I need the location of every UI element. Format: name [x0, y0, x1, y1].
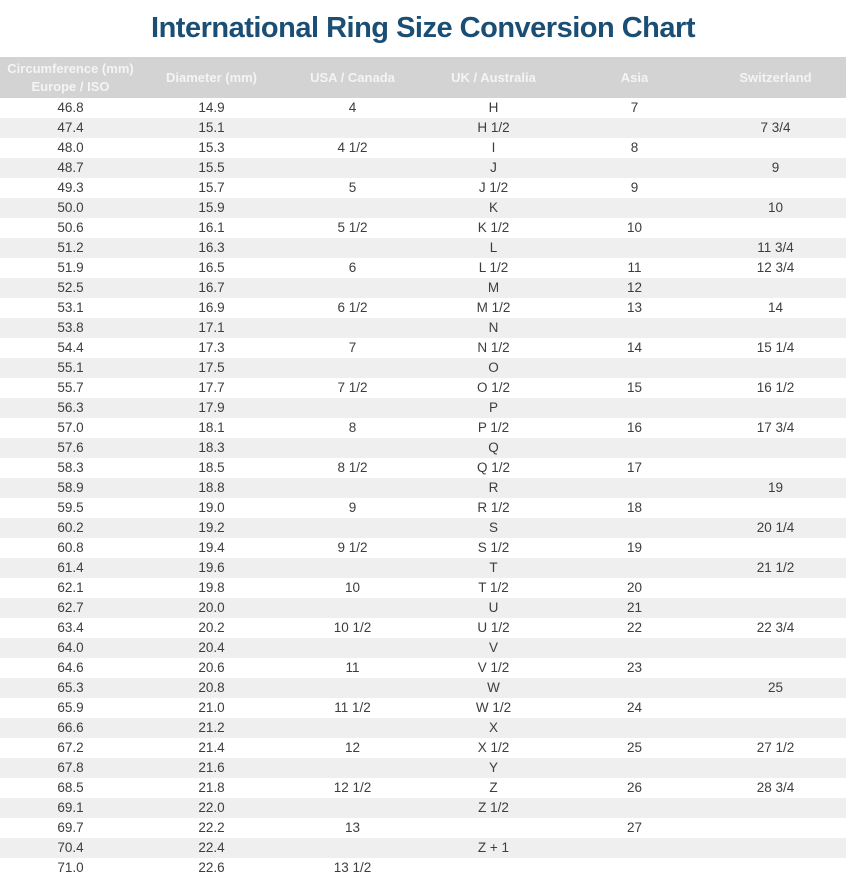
table-cell — [282, 518, 423, 538]
table-cell: 26 — [626, 780, 643, 795]
title-bar — [0, 0, 846, 57]
table-cell: 7 1/2 — [337, 380, 368, 395]
table-cell — [705, 398, 846, 418]
column-header-switzerland — [705, 57, 846, 98]
table-cell: 9 — [630, 180, 639, 195]
table-row — [0, 138, 846, 158]
table-cell — [564, 238, 705, 258]
table-row — [0, 638, 846, 658]
table-cell: 8 — [630, 140, 639, 155]
ring-size-conversion-table — [0, 57, 846, 878]
table-cell: 21.6 — [198, 760, 225, 775]
table-row — [0, 398, 846, 418]
column-header-label: UK / Australia — [451, 69, 536, 85]
table-cell: 17.7 — [198, 380, 225, 395]
table-cell: 16.9 — [198, 300, 225, 315]
table-row — [0, 438, 846, 458]
table-cell: N — [488, 320, 499, 335]
table-cell — [705, 538, 846, 558]
table-cell: 7 — [630, 100, 639, 115]
table-cell: 16 — [626, 420, 643, 435]
table-row — [0, 498, 846, 518]
table-cell: 11 — [627, 260, 642, 275]
table-cell: 62.1 — [57, 580, 84, 595]
table-cell: 51.9 — [57, 260, 84, 275]
table-cell: 17.5 — [198, 360, 225, 375]
table-cell: 52.5 — [57, 280, 84, 295]
table-cell: 20 1/4 — [756, 520, 795, 535]
table-cell: 9 — [348, 500, 357, 515]
table-cell: 16.5 — [198, 260, 225, 275]
table-row — [0, 538, 846, 558]
table-cell: 21.4 — [198, 740, 225, 755]
table-cell: 9 1/2 — [337, 540, 368, 555]
table-cell: 22 — [626, 620, 643, 635]
table-cell — [423, 818, 564, 838]
table-cell: 17.1 — [198, 320, 225, 335]
table-row — [0, 198, 846, 218]
table-cell: 58.9 — [57, 480, 84, 495]
table-cell: 20.2 — [198, 620, 225, 635]
table-cell: T 1/2 — [478, 580, 509, 595]
table-cell: 70.4 — [57, 840, 84, 855]
table-cell: 21.2 — [198, 720, 225, 735]
table-cell: L 1/2 — [478, 260, 509, 275]
table-cell — [705, 658, 846, 678]
table-cell: 15.9 — [198, 200, 225, 215]
table-cell: V 1/2 — [477, 660, 510, 675]
table-cell — [705, 438, 846, 458]
column-header-label: USA / Canada — [310, 69, 395, 85]
table-cell — [564, 758, 705, 778]
table-cell: 15 — [626, 380, 643, 395]
table-cell: K — [488, 200, 498, 215]
table-cell: 18.3 — [198, 440, 225, 455]
table-cell — [705, 498, 846, 518]
table-cell: 51.2 — [57, 240, 84, 255]
table-cell: 27 — [626, 820, 643, 835]
table-cell: 7 3/4 — [760, 120, 791, 135]
table-cell: 67.8 — [57, 760, 84, 775]
column-header-label: Diameter (mm) — [165, 69, 258, 85]
table-cell: 50.6 — [57, 220, 84, 235]
table-cell: 19 — [626, 540, 643, 555]
table-cell: 11 3/4 — [757, 240, 794, 255]
table-cell — [282, 478, 423, 498]
table-cell: W 1/2 — [475, 700, 512, 715]
table-cell: 65.9 — [57, 700, 84, 715]
table-cell — [705, 218, 846, 238]
table-cell: 18.1 — [198, 420, 225, 435]
table-cell: Z 1/2 — [478, 800, 509, 815]
table-cell — [705, 578, 846, 598]
table-cell: T — [489, 560, 498, 575]
table-cell — [705, 178, 846, 198]
table-cell: 27 1/2 — [756, 740, 795, 755]
table-cell — [564, 118, 705, 138]
table-row — [0, 838, 846, 858]
table-cell: 57.0 — [57, 420, 84, 435]
table-cell: 5 1/2 — [337, 220, 368, 235]
table-row — [0, 158, 846, 178]
table-cell — [564, 438, 705, 458]
table-cell — [705, 358, 846, 378]
table-cell: H — [488, 100, 499, 115]
table-cell — [564, 318, 705, 338]
table-body — [0, 98, 846, 878]
table-cell — [282, 558, 423, 578]
table-cell: 18.5 — [198, 460, 225, 475]
table-cell: 22.0 — [198, 800, 225, 815]
table-cell: Q — [488, 440, 499, 455]
table-cell — [282, 198, 423, 218]
table-cell: O — [488, 360, 499, 375]
table-cell: 17 3/4 — [756, 420, 795, 435]
column-header-diameter — [141, 57, 282, 98]
table-cell: 16.1 — [198, 220, 225, 235]
table-cell: 13 1/2 — [333, 860, 372, 875]
table-row — [0, 618, 846, 638]
table-row — [0, 658, 846, 678]
table-row — [0, 718, 846, 738]
table-cell — [282, 838, 423, 858]
table-cell — [282, 758, 423, 778]
table-cell: 8 — [348, 420, 357, 435]
table-cell — [564, 638, 705, 658]
table-cell: 59.5 — [57, 500, 84, 515]
table-row — [0, 598, 846, 618]
table-cell: M — [487, 280, 500, 295]
table-cell — [564, 678, 705, 698]
table-cell: U — [488, 600, 499, 615]
table-row — [0, 558, 846, 578]
table-cell: 20.4 — [198, 640, 225, 655]
table-row — [0, 238, 846, 258]
table-cell: 14.9 — [198, 100, 225, 115]
table-cell: 18 — [626, 500, 643, 515]
table-row — [0, 818, 846, 838]
table-cell: Y — [488, 760, 498, 775]
table-cell: 14 — [626, 340, 643, 355]
table-cell — [423, 858, 564, 878]
table-cell: L — [489, 240, 498, 255]
table-cell: 69.7 — [57, 820, 84, 835]
table-cell: 64.6 — [57, 660, 84, 675]
table-cell: 9 — [771, 160, 780, 175]
table-cell: 68.5 — [57, 780, 84, 795]
table-cell: X — [488, 720, 498, 735]
table-cell — [705, 278, 846, 298]
table-cell: 20.8 — [198, 680, 225, 695]
column-header-asia — [564, 57, 705, 98]
table-row — [0, 278, 846, 298]
table-row — [0, 698, 846, 718]
table-cell — [564, 838, 705, 858]
table-cell: 15 1/4 — [756, 340, 795, 355]
table-cell: R 1/2 — [477, 500, 510, 515]
table-cell — [705, 138, 846, 158]
table-row — [0, 378, 846, 398]
table-cell: K 1/2 — [477, 220, 510, 235]
table-cell: 12 1/2 — [333, 780, 372, 795]
table-cell: 22 3/4 — [756, 620, 795, 635]
table-cell: 62.7 — [57, 600, 84, 615]
table-cell — [705, 698, 846, 718]
table-cell: V — [488, 640, 498, 655]
table-cell: 71.0 — [57, 860, 84, 875]
table-cell — [282, 318, 423, 338]
table-cell — [282, 718, 423, 738]
table-cell — [282, 238, 423, 258]
table-cell — [705, 838, 846, 858]
column-header-usa-canada — [282, 57, 423, 98]
table-row — [0, 358, 846, 378]
table-cell — [282, 638, 423, 658]
table-cell: 56.3 — [57, 400, 84, 415]
table-cell: 25 — [626, 740, 643, 755]
table-cell: 21 — [626, 600, 643, 615]
table-cell: 23 — [626, 660, 643, 675]
table-row — [0, 798, 846, 818]
table-cell: 11 1/2 — [334, 700, 371, 715]
table-cell: 65.3 — [57, 680, 84, 695]
table-cell — [564, 398, 705, 418]
table-row — [0, 118, 846, 138]
table-row — [0, 258, 846, 278]
table-row — [0, 678, 846, 698]
table-cell: 10 — [344, 580, 361, 595]
table-cell: 54.4 — [57, 340, 84, 355]
table-cell — [282, 358, 423, 378]
table-cell: H 1/2 — [477, 120, 510, 135]
table-cell — [705, 718, 846, 738]
page-title: International Ring Size Conversion Chart — [151, 12, 695, 44]
table-cell — [705, 458, 846, 478]
table-cell: 22.2 — [198, 820, 225, 835]
table-cell: 55.7 — [57, 380, 84, 395]
table-row — [0, 778, 846, 798]
table-cell — [282, 398, 423, 418]
table-cell: Z + 1 — [477, 840, 510, 855]
table-cell: 10 — [767, 200, 784, 215]
table-cell: 47.4 — [57, 120, 84, 135]
table-cell — [705, 798, 846, 818]
table-cell: 17.9 — [198, 400, 225, 415]
table-cell: 12 3/4 — [756, 260, 795, 275]
table-cell: 13 — [626, 300, 643, 315]
table-cell — [564, 558, 705, 578]
table-cell: 6 1/2 — [337, 300, 368, 315]
table-cell — [564, 858, 705, 878]
table-cell: 48.0 — [57, 140, 84, 155]
table-cell: 69.1 — [57, 800, 84, 815]
table-cell: 60.2 — [57, 520, 84, 535]
table-cell: Q 1/2 — [476, 460, 511, 475]
table-cell: 19.8 — [198, 580, 225, 595]
table-cell — [564, 798, 705, 818]
table-cell: 15.1 — [198, 120, 225, 135]
table-cell: 13 — [344, 820, 361, 835]
table-cell — [705, 758, 846, 778]
table-row — [0, 298, 846, 318]
table-cell: 20 — [626, 580, 643, 595]
table-cell: 19.0 — [198, 500, 225, 515]
table-cell — [564, 198, 705, 218]
table-cell — [564, 358, 705, 378]
table-cell — [564, 518, 705, 538]
table-cell: 15.3 — [198, 140, 225, 155]
table-cell — [282, 278, 423, 298]
table-cell: 53.1 — [57, 300, 84, 315]
table-cell: 15.5 — [198, 160, 225, 175]
table-row — [0, 418, 846, 438]
table-cell: 28 3/4 — [756, 780, 795, 795]
table-cell: 19.2 — [198, 520, 225, 535]
table-cell: 17.3 — [198, 340, 225, 355]
table-row — [0, 458, 846, 478]
table-cell: 22.4 — [198, 840, 225, 855]
table-cell — [282, 118, 423, 138]
table-cell: 58.3 — [57, 460, 84, 475]
table-cell: 19 — [767, 480, 784, 495]
table-cell: I — [491, 140, 496, 155]
table-cell: 19.6 — [198, 560, 225, 575]
table-cell: 61.4 — [57, 560, 84, 575]
table-header-row — [0, 57, 846, 98]
table-cell: 24 — [626, 700, 643, 715]
table-row — [0, 178, 846, 198]
table-cell: P 1/2 — [477, 420, 510, 435]
column-header-uk-australia — [423, 57, 564, 98]
table-row — [0, 478, 846, 498]
table-cell: 16.3 — [198, 240, 225, 255]
table-cell — [705, 818, 846, 838]
table-cell: J — [490, 160, 497, 175]
table-cell: W — [487, 680, 500, 695]
table-cell: 20.0 — [198, 600, 225, 615]
table-row — [0, 578, 846, 598]
table-row — [0, 758, 846, 778]
table-cell: 12 — [344, 740, 361, 755]
table-row — [0, 518, 846, 538]
table-cell — [282, 438, 423, 458]
table-cell: 67.2 — [57, 740, 84, 755]
table-cell: 18.8 — [198, 480, 225, 495]
table-cell: 10 1/2 — [333, 620, 372, 635]
table-cell: 21.8 — [198, 780, 225, 795]
table-cell: 21.0 — [198, 700, 225, 715]
table-cell: 25 — [767, 680, 784, 695]
table-cell: M 1/2 — [476, 300, 511, 315]
table-cell: O 1/2 — [476, 380, 511, 395]
table-cell: P — [488, 400, 498, 415]
table-cell — [282, 798, 423, 818]
table-cell: 55.1 — [57, 360, 84, 375]
table-cell: 11 — [345, 660, 360, 675]
table-cell: 46.8 — [57, 100, 84, 115]
table-cell: J 1/2 — [478, 180, 509, 195]
column-header-circumference — [0, 57, 141, 98]
table-row — [0, 338, 846, 358]
table-cell: 66.6 — [57, 720, 84, 735]
table-cell: S — [488, 520, 498, 535]
table-cell: S 1/2 — [477, 540, 510, 555]
table-cell: 20.6 — [198, 660, 225, 675]
table-cell: 53.8 — [57, 320, 84, 335]
table-cell: 49.3 — [57, 180, 84, 195]
table-cell: 4 — [348, 100, 357, 115]
table-cell: 4 1/2 — [337, 140, 368, 155]
table-cell — [564, 158, 705, 178]
column-header-label: Asia — [620, 69, 649, 85]
table-cell — [564, 478, 705, 498]
table-cell: U 1/2 — [477, 620, 510, 635]
table-cell — [282, 598, 423, 618]
table-cell: 6 — [348, 260, 357, 275]
table-cell: Z — [489, 780, 498, 795]
column-header-label: Circumference (mm) — [7, 60, 134, 76]
table-cell — [705, 318, 846, 338]
table-cell: 7 — [348, 340, 357, 355]
table-cell: 50.0 — [57, 200, 84, 215]
table-cell: 48.7 — [57, 160, 84, 175]
column-header-sublabel: Europe / ISO — [31, 78, 110, 94]
table-cell: 15.7 — [198, 180, 225, 195]
table-cell: 16.7 — [198, 280, 225, 295]
table-cell: 60.8 — [57, 540, 84, 555]
table-cell: 5 — [348, 180, 357, 195]
table-cell: 22.6 — [198, 860, 225, 875]
table-cell: 64.0 — [57, 640, 84, 655]
table-cell — [705, 98, 846, 118]
table-cell — [564, 718, 705, 738]
table-cell — [282, 158, 423, 178]
table-cell — [705, 598, 846, 618]
column-header-label: Switzerland — [739, 69, 812, 85]
table-cell — [705, 858, 846, 878]
table-cell: 16 1/2 — [756, 380, 795, 395]
table-row — [0, 858, 846, 878]
table-cell: 10 — [626, 220, 643, 235]
table-cell: 14 — [767, 300, 784, 315]
table-cell: 12 — [626, 280, 643, 295]
table-cell: 63.4 — [57, 620, 84, 635]
table-cell: 17 — [626, 460, 643, 475]
table-cell: 19.4 — [198, 540, 225, 555]
table-row — [0, 98, 846, 118]
table-cell — [705, 638, 846, 658]
table-row — [0, 218, 846, 238]
table-cell: X 1/2 — [477, 740, 510, 755]
table-cell: N 1/2 — [477, 340, 510, 355]
table-cell: 21 1/2 — [756, 560, 795, 575]
table-cell: 57.6 — [57, 440, 84, 455]
table-cell: R — [488, 480, 499, 495]
table-row — [0, 738, 846, 758]
table-header — [0, 57, 846, 98]
table-cell — [282, 678, 423, 698]
table-cell: 8 1/2 — [337, 460, 368, 475]
table-row — [0, 318, 846, 338]
